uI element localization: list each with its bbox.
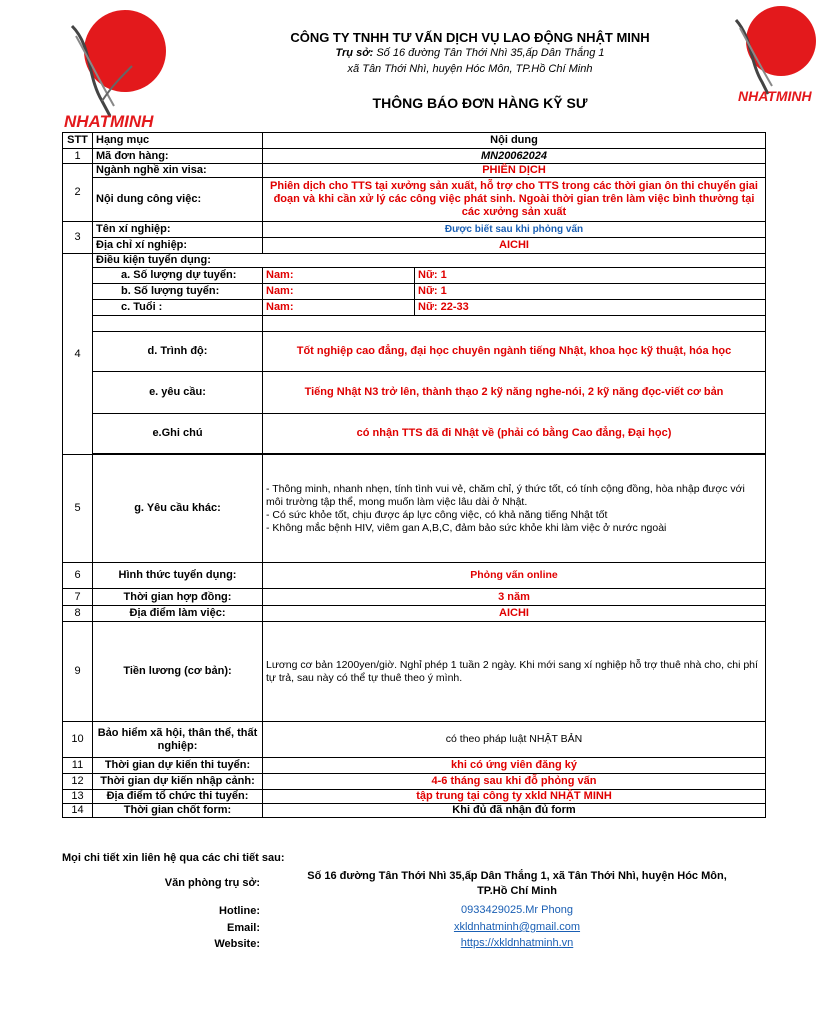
row-label: Địa điểm làm việc: — [93, 606, 263, 622]
requirement-line: - Thông minh, nhanh nhẹn, tính tình vui vẻ, chăm chỉ, ý thức tốt, có tính cộng đồng, hòa nhập được với môi trường tập thể, mong muốn làm việc lâu dài ở Nhật. — [266, 482, 745, 508]
row-number: 7 — [63, 589, 93, 606]
address-line1-text: Số 16 đường Tân Thới Nhì 35,ấp Dân Thắng 1 — [376, 47, 605, 59]
table-row — [63, 455, 766, 563]
row-label: Thời gian dự kiến thi tuyển: — [93, 758, 263, 774]
visa-occupation: PHIÊN DỊCH — [263, 164, 766, 178]
row-number: 13 — [63, 790, 93, 804]
recruitment-method: Phỏng vấn online — [263, 563, 766, 589]
table-row — [63, 790, 766, 804]
female-count: Nữ: 1 — [415, 268, 766, 284]
education-requirement: Tốt nghiệp cao đẳng, đại học chuyên ngành tiếng Nhật, khoa học kỹ thuật, hóa học — [263, 332, 766, 372]
table-row — [63, 284, 766, 300]
empty-cell — [263, 316, 766, 332]
other-requirements — [263, 455, 766, 563]
table-row — [63, 164, 766, 178]
table-row — [63, 774, 766, 790]
row-label: Địa chỉ xí nghiệp: — [93, 238, 263, 254]
company-address-line1 — [230, 47, 710, 59]
row-label: Mã đơn hàng: — [93, 149, 263, 164]
table-row — [63, 758, 766, 774]
table-row — [63, 332, 766, 372]
office-address-line1: Số 16 đường Tân Thới Nhì 35,ấp Dân Thắng 1, xã Tân Thới Nhì, huyện Hóc Môn, — [307, 870, 727, 882]
table-row — [63, 238, 766, 254]
row-number: 2 — [63, 164, 93, 222]
company-address-line2: xã Tân Thới Nhì, huyện Hóc Môn, TP.Hồ Chí Minh — [347, 63, 593, 75]
work-location: AICHI — [263, 606, 766, 622]
logo-wordmark: NHATMINH — [738, 88, 812, 104]
row-number: 1 — [63, 149, 93, 164]
salary-value: Lương cơ bản 1200yen/giờ. Nghỉ phép 1 tuần 2 ngày. Khi mới sang xí nghiệp hỗ trợ thuê nhà cho, chi phí tự trả, sau này có thể tự thuê theo ý mình. — [263, 622, 766, 722]
website-label: Website: — [214, 938, 260, 950]
row-number: 12 — [63, 774, 93, 790]
male-age: Nam: — [263, 300, 415, 316]
row-label: c. Tuổi : — [93, 300, 263, 316]
table-row — [63, 606, 766, 622]
row-label: Tên xí nghiệp: — [93, 222, 263, 238]
table-row — [63, 372, 766, 414]
table-row — [63, 622, 766, 722]
company-name: CÔNG TY TNHH TƯ VẤN DỊCH VỤ LAO ĐỘNG NHẬT MINH — [290, 30, 650, 45]
hotline-label: Hotline: — [219, 905, 260, 917]
order-code: MN20062024 — [263, 149, 766, 164]
row-label: Địa điểm tổ chức thi tuyển: — [93, 790, 263, 804]
row-number: 14 — [63, 804, 93, 818]
row-label: a. Số lượng dự tuyển: — [93, 268, 263, 284]
form-deadline: Khi đủ đã nhận đủ form — [263, 804, 766, 818]
col-header-stt: STT — [63, 133, 93, 149]
row-label: e.Ghi chú — [93, 414, 263, 454]
exam-location: tập trung tại công ty xkld NHẬT MINH — [263, 790, 766, 804]
address-label: Trụ sở: — [335, 47, 374, 59]
row-label: Thời gian chốt form: — [93, 804, 263, 818]
male-count: Nam: — [263, 284, 415, 300]
note-value: có nhận TTS đã đi Nhật về (phải có bằng Cao đẳng, Đại học) — [263, 414, 766, 454]
email-link[interactable]: xkldnhatminh@gmail.com — [453, 921, 581, 933]
male-count: Nam: — [263, 268, 415, 284]
col-header-content: Nội dung — [263, 133, 766, 149]
contact-intro: Mọi chi tiết xin liên hệ qua các chi tiết sau: — [62, 852, 285, 864]
company-logo-right — [728, 2, 828, 106]
table-row — [63, 804, 766, 818]
row-number: 6 — [63, 563, 93, 589]
insurance-value: có theo pháp luật NHẬT BẢN — [263, 722, 766, 758]
office-label: Văn phòng trụ sở: — [164, 877, 260, 889]
logo-wordmark: NHATMINH — [64, 112, 154, 131]
document-title: THÔNG BÁO ĐƠN HÀNG KỸ SƯ — [372, 95, 588, 111]
table-row — [63, 300, 766, 316]
email-label: Email: — [226, 922, 260, 934]
table-row — [63, 222, 766, 238]
job-order-table — [62, 132, 766, 818]
row-number: 3 — [63, 222, 93, 254]
table-row — [63, 254, 766, 268]
row-label: Thời gian hợp đồng: — [93, 589, 263, 606]
job-description: Phiên dịch cho TTS tại xưởng sản xuất, hỗ trợ cho TTS trong các thời gian ôn thi chuyển giai đoạn và khi cần xử lý các công việc phát sinh. Ngoài thời gian trên làm việc bình thường tại các xưởng sản xuất — [263, 178, 766, 222]
company-address-value: AICHI — [263, 238, 766, 254]
row-label: Ngành nghề xin visa: — [93, 164, 263, 178]
table-row — [63, 316, 766, 332]
table-row — [63, 414, 766, 454]
row-label: Bảo hiểm xã hội, thân thể, thất nghiệp: — [93, 722, 263, 758]
female-age: Nữ: 22-33 — [415, 300, 766, 316]
exam-time: khi có ứng viên đăng ký — [263, 758, 766, 774]
language-requirement: Tiếng Nhật N3 trở lên, thành thạo 2 kỹ năng nghe-nói, 2 kỹ năng đọc-viết cơ bản — [263, 372, 766, 414]
row-number: 11 — [63, 758, 93, 774]
contract-duration: 3 năm — [263, 589, 766, 606]
table-row — [63, 178, 766, 222]
row-label: e. yêu cầu: — [93, 372, 263, 414]
table-row — [63, 722, 766, 758]
row-number: 4 — [63, 254, 93, 455]
row-label: Tiền lương (cơ bản): — [93, 622, 263, 722]
female-count: Nữ: 1 — [415, 284, 766, 300]
row-label: b. Số lượng tuyển: — [93, 284, 263, 300]
row-label: Hình thức tuyển dụng: — [93, 563, 263, 589]
row-number: 8 — [63, 606, 93, 622]
hotline-value: 0933429025.Mr Phong — [461, 904, 573, 916]
row-label: Nội dung công việc: — [93, 178, 263, 222]
table-row — [63, 149, 766, 164]
row-label: g. Yêu cầu khác: — [93, 455, 263, 563]
website-link[interactable]: https://xkldnhatminh.vn — [460, 937, 574, 949]
table-row — [63, 589, 766, 606]
col-header-item: Hạng mục — [93, 133, 263, 149]
office-address-line2: TP.Hồ Chí Minh — [477, 885, 557, 897]
empty-cell — [93, 316, 263, 332]
requirement-line: - Có sức khỏe tốt, chịu được áp lực công việc, có khả năng tiếng Nhật tốt — [266, 508, 608, 521]
row-number: 10 — [63, 722, 93, 758]
company-name-value: Được biết sau khi phỏng vấn — [263, 222, 766, 238]
company-logo-left — [62, 6, 182, 132]
table-row — [63, 563, 766, 589]
row-label: d. Trình độ: — [93, 332, 263, 372]
row-number: 9 — [63, 622, 93, 722]
requirement-line: - Không mắc bệnh HIV, viêm gan A,B,C, đảm bảo sức khỏe khi làm việc ở nước ngoài — [266, 521, 667, 534]
row-label: Thời gian dự kiến nhập cảnh: — [93, 774, 263, 790]
table-row — [63, 268, 766, 284]
entry-time: 4-6 tháng sau khi đỗ phỏng vấn — [263, 774, 766, 790]
table-header-row — [63, 133, 766, 149]
section-heading: Điều kiện tuyển dụng: — [93, 254, 766, 268]
row-number: 5 — [63, 455, 93, 563]
